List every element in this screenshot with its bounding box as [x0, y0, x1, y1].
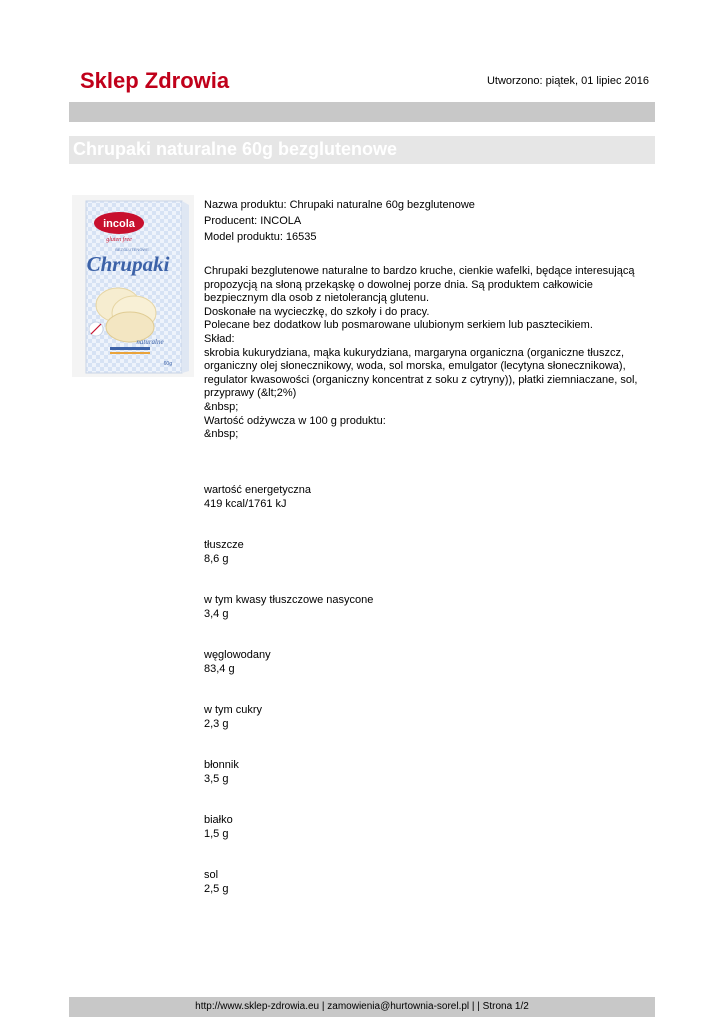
nutrition-label: białko [204, 814, 233, 826]
nutrition-item [204, 484, 504, 511]
nutrition-value: 83,4 g [204, 662, 235, 675]
product-title-bar [69, 136, 655, 164]
nutrition-label: w tym cukry [204, 704, 263, 716]
nutrition-label: sol [204, 869, 219, 881]
product-description [204, 265, 644, 442]
ingredients-heading: Skład: [204, 332, 235, 345]
product-model-line: Model produktu: 16535 [204, 231, 317, 243]
nutrition-label: błonnik [204, 759, 239, 771]
nutrition-item [204, 704, 504, 731]
nutrition-value: 2,5 g [204, 882, 229, 895]
product-package-illustration [72, 195, 194, 377]
package-brand: incola [103, 218, 135, 230]
page-footer: http://www.sklep-zdrowia.eu | zamowienia@hurtownia-sorel.pl | | Strona 1/2 [69, 997, 655, 1017]
nutrition-item [204, 814, 504, 841]
description-spacer-text: &nbsp; [204, 400, 239, 413]
nutrition-label: węglowodany [204, 649, 271, 661]
package-variant: naturalne [136, 338, 164, 346]
package-weight: 60g [163, 361, 172, 367]
product-title: Chrupaki naturalne 60g bezglutenowe [73, 139, 398, 159]
description-spacer-text: &nbsp; [204, 428, 239, 441]
package-series: BEZGLUTENOWE [115, 247, 149, 252]
nutrition-label: tłuszcze [204, 539, 244, 551]
nutrition-value: 3,5 g [204, 772, 229, 785]
description-line: Doskonałe na wycieczkę, do szkoły i do pracy. [204, 305, 430, 318]
description-paragraph: Chrupaki bezglutenowe naturalne to bardzo kruche, cienkie wafelki, będące interesującą propozycją na słoną przekąskę o dowolnej porze dnia. Są produktem całkowicie bezpiecznym dla osob z nietolerancją glutenu. [204, 265, 635, 305]
created-date: Utworzono: piątek, 01 lipiec 2016 [486, 75, 649, 87]
brand-title: Sklep Zdrowia [80, 68, 230, 93]
ingredients-text: skrobia kukurydziana, mąka kukurydziana, margaryna organiczna (organiczne tłuszcz, organiczny olej słonecznikowy, woda, sol morska, emulgator (lecytyna słonecznikowa), regulator kwasowości (organiczny koncentrat z soku z cytryny)), płatki ziemniaczane, sol, przyprawy (&lt;2%) [204, 346, 638, 400]
description-line: Polecane bez dodatkow lub posmarowane ulubionym serkiem lub pasztecikiem. [204, 319, 593, 332]
nutrition-value: 2,3 g [204, 717, 229, 730]
product-name-line: Nazwa produktu: Chrupaki naturalne 60g bezglutenowe [204, 199, 475, 211]
product-image [72, 195, 194, 377]
nutrition-value: 3,4 g [204, 607, 229, 620]
nutrition-item [204, 869, 504, 896]
header-divider-bar [69, 102, 655, 122]
nutrition-heading: Wartość odżywcza w 100 g produktu: [204, 414, 386, 427]
nutrition-value: 1,5 g [204, 827, 229, 840]
package-name: Chrupaki [86, 252, 170, 276]
nutrition-value: 8,6 g [204, 552, 229, 565]
nutrition-item [204, 594, 504, 621]
nutrition-label: w tym kwasy tłuszczowe nasycone [204, 594, 374, 606]
nutrition-item [204, 759, 504, 786]
product-info [204, 197, 644, 245]
nutrition-item [204, 649, 504, 676]
nutrition-label: wartość energetyczna [204, 484, 311, 496]
package-tagline: gluten free [106, 237, 132, 243]
nutrition-item [204, 539, 504, 566]
nutrition-value: 419 kcal/1761 kJ [204, 497, 287, 510]
product-producer-line: Producent: INCOLA [204, 215, 302, 227]
